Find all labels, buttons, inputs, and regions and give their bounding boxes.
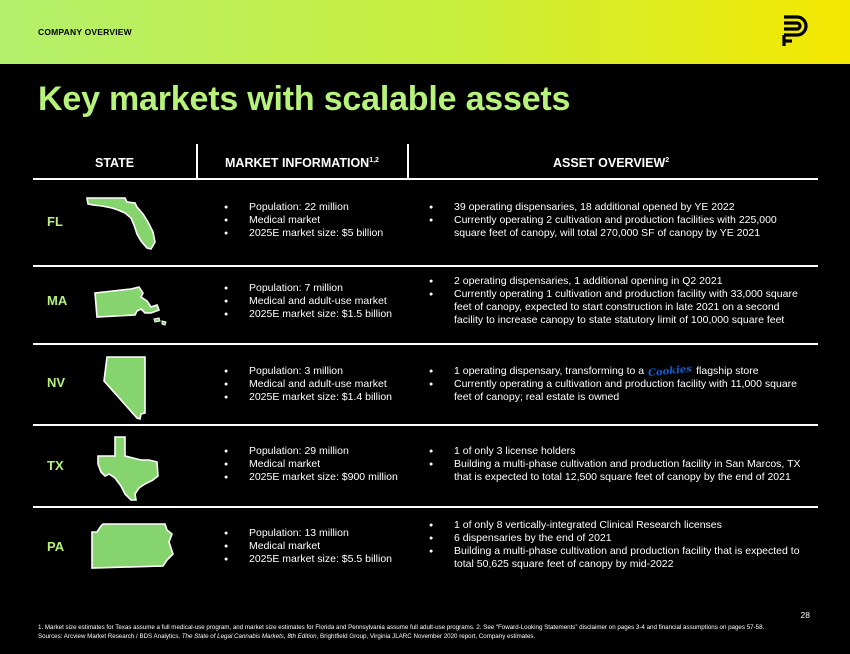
asset-overview-list [429, 275, 809, 327]
column-divider [196, 144, 198, 178]
sources-note: Sources: Arcview Market Research / BDS Analytics, The State of Legal Cannabis Markets, 8th Edition, Brightfield Group, Virginia JLARC November 2020 report, Company estimates. [38, 633, 536, 640]
market-info-list [224, 282, 392, 321]
list-item: ● 1 operating dispensary, transforming to a Cookies flagship store [429, 365, 809, 378]
state-code: NV [47, 375, 66, 390]
asset-overview-list [429, 445, 809, 484]
list-item: ● 2025E market size: $1.5 billion [224, 308, 392, 321]
texas-map-icon [95, 434, 165, 502]
list-item: ● Currently operating 1 cultivation and production facility with 33,000 square feet of canopy, expected to start construction in late 2021 on a second facility to increase canopy to state statutory limit of 100,000 square feet [429, 288, 809, 327]
list-item: ● Population: 29 million [224, 445, 398, 458]
market-info-list [224, 365, 392, 404]
asset-overview-list [429, 201, 809, 240]
list-item: ● Population: 22 million [224, 201, 383, 214]
list-item: ● 1 of only 3 license holders [429, 445, 809, 458]
column-header-market: MARKET INFORMATION$^{1,2}$ [225, 156, 379, 170]
list-item: ● Currently operating a cultivation and production facility with 11,000 square feet of canopy; real estate is owned [429, 378, 809, 404]
list-item: ● Medical market [224, 540, 392, 553]
page-number: 28 [800, 610, 810, 620]
list-item: ● Building a multi-phase cultivation and production facility that is expected to total 50,625 square feet of canopy by mid-2022 [429, 545, 809, 571]
state-code: PA [47, 539, 65, 554]
table-row [33, 180, 818, 268]
list-item: ● Population: 13 million [224, 527, 392, 540]
list-item: ● 39 operating dispensaries, 18 additional opened by YE 2022 [429, 201, 809, 214]
table-row [33, 267, 818, 355]
asset-overview-list [429, 365, 809, 404]
market-info-list [224, 445, 398, 484]
list-item: ● 2025E market size: $5 billion [224, 227, 383, 240]
state-code: FL [47, 214, 63, 229]
list-item: ● Population: 3 million [224, 365, 392, 378]
header-banner [0, 0, 850, 64]
list-item: ● 2 operating dispensaries, 1 additional opening in Q2 2021 [429, 275, 809, 288]
massachusetts-map-icon [91, 283, 169, 333]
list-item: ● Medical and adult-use market [224, 295, 392, 308]
list-item: ● 1 of only 8 vertically-integrated Clinical Research licenses [429, 519, 809, 532]
table-row [33, 345, 818, 433]
state-code: TX [47, 458, 64, 473]
list-item: ● Building a multi-phase cultivation and production facility in San Marcos, TX that is expected to total 12,500 square feet of canopy by the end of 2021 [429, 458, 809, 484]
market-info-list [224, 527, 392, 566]
column-header-asset: ASSET OVERVIEW$^2$ [553, 156, 670, 170]
list-item: ● Currently operating 2 cultivation and production facilities with 225,000 square feet of canopy, will total 270,000 SF of canopy by YE 2021 [429, 214, 809, 240]
list-item: ● 2025E market size: $1.4 billion [224, 391, 392, 404]
footnote: 1. Market size estimates for Texas assume a full medical-use program, and market size estimates for Florida and Pennsylvania assume full adult-use programs. 2. See “Foward-Looking Statements” disclaimer on pages 3-4 and financial assumptions on pages 57-58. [38, 624, 765, 631]
pure-logo-icon [780, 13, 812, 49]
florida-map-icon [85, 194, 161, 252]
column-divider [407, 144, 409, 178]
list-item: ● Medical and adult-use market [224, 378, 392, 391]
page-title: Key markets with scalable assets [38, 80, 571, 118]
list-item: ● 2025E market size: $5.5 billion [224, 553, 392, 566]
cookies-logo: Cookies [647, 363, 693, 380]
section-label: COMPANY OVERVIEW [38, 27, 132, 37]
list-item: ● Medical market [224, 214, 383, 227]
pennsylvania-map-icon [89, 520, 175, 576]
column-header-state: STATE [95, 156, 135, 170]
list-item: ● Medical market [224, 458, 398, 471]
list-item: ● 2025E market size: $900 million [224, 471, 398, 484]
list-item: ● 6 dispensaries by the end of 2021 [429, 532, 809, 545]
nevada-map-icon [101, 353, 151, 423]
table-row [33, 426, 818, 514]
table-row [33, 508, 818, 596]
state-code: MA [47, 293, 68, 308]
list-item: ● Population: 7 million [224, 282, 392, 295]
market-info-list [224, 201, 383, 240]
asset-overview-list [429, 519, 809, 571]
